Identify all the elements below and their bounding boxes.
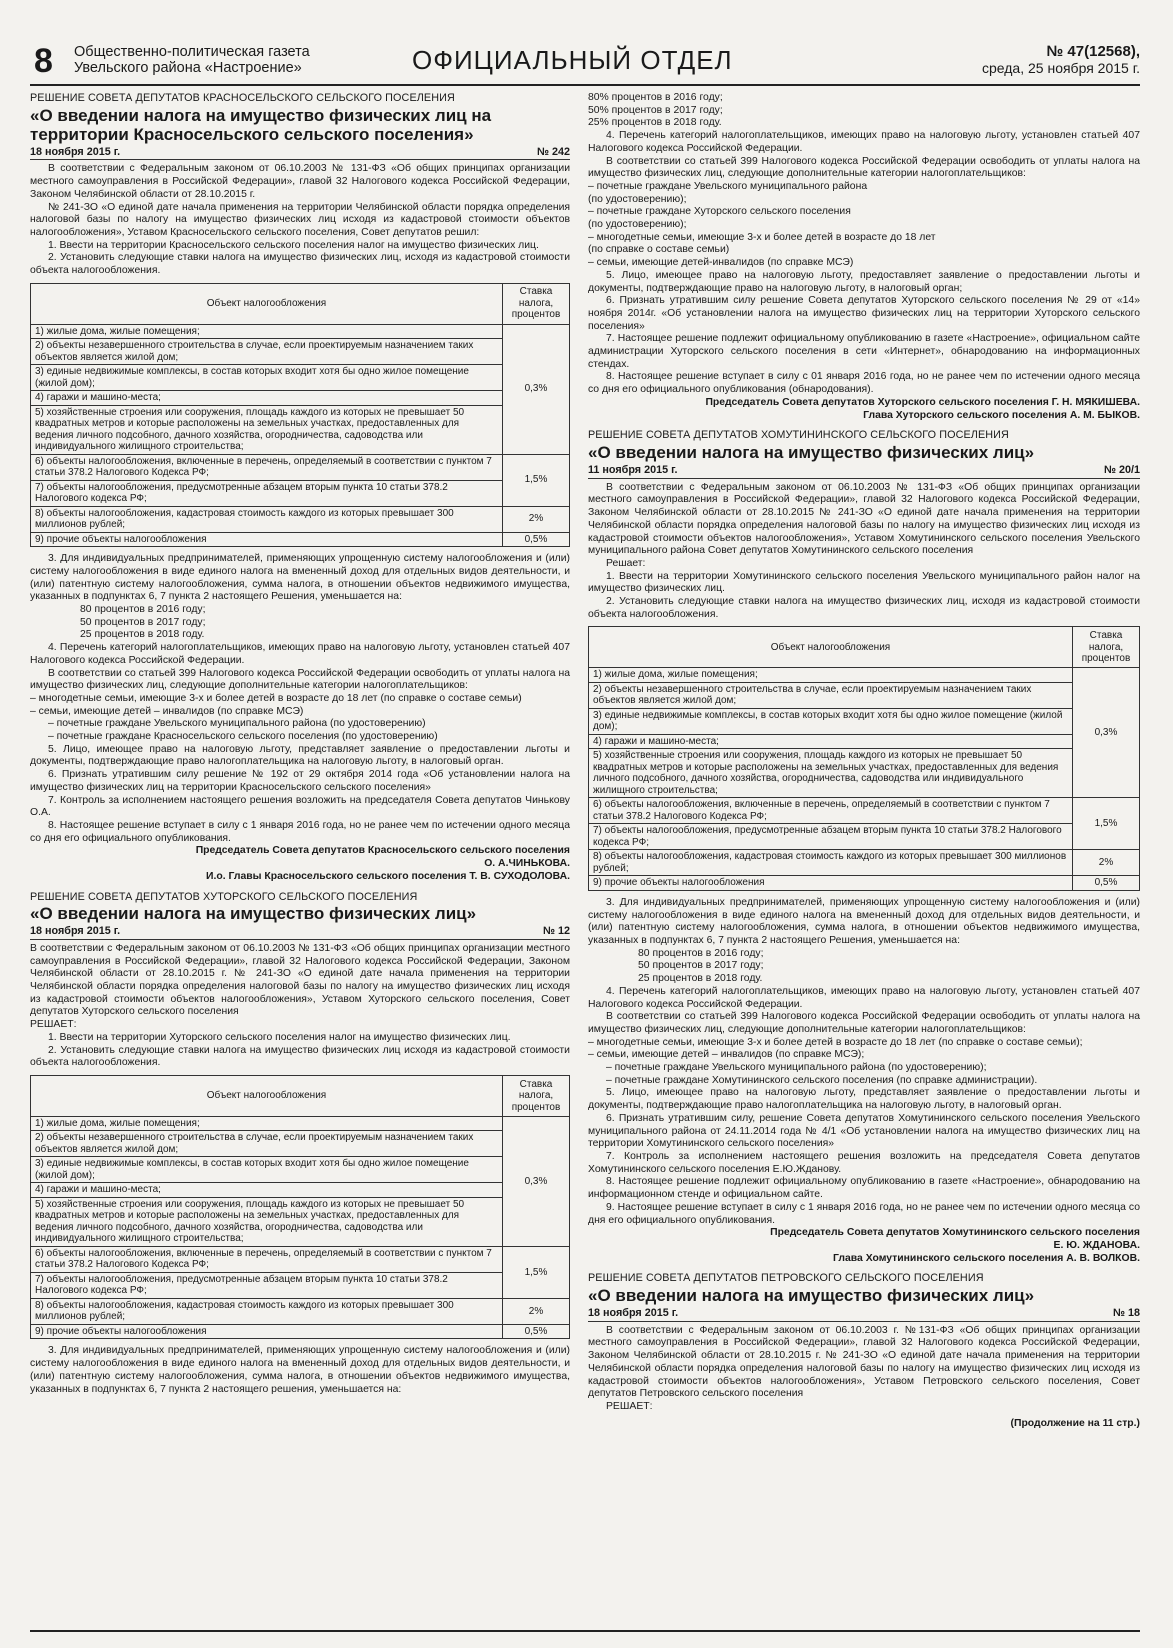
right-column: [588, 92, 1140, 1437]
table-cell: 9) прочие объекты налогообложения: [31, 1324, 503, 1339]
table-row: [31, 1298, 570, 1324]
article-dateline: [30, 146, 570, 161]
list-item: (по удостоверению);: [588, 193, 687, 205]
table-cell: 2) объекты незавершенного строительства в случае, если проектируемым назначением таких объектов является жилой дом;: [589, 682, 1073, 708]
list-item: 50% процентов в 2017 году;: [588, 104, 723, 116]
paragraph: В соответствии со статьей 399 Налогового кодекса Российской Федерации освободить от уплаты налога на имущество физических лиц, следующие дополнительные категории налогоплательщиков:: [588, 1011, 1140, 1035]
table-header-object: Объект налогообложения: [31, 283, 503, 324]
table-row: [31, 1272, 570, 1298]
list-item: – семьи, имеющие детей-инвалидов (по справке МСЭ): [588, 257, 854, 269]
newspaper-name-line1: Общественно-политическая газета: [74, 44, 310, 60]
table-row: [589, 876, 1140, 891]
paragraph: 1. Ввести на территории Красносельского сельского поселения налог на имущество физических лиц.: [48, 239, 539, 251]
table-row: [31, 532, 570, 547]
table-row: [31, 506, 570, 532]
paragraph: 80 процентов в 2016 году;: [80, 604, 206, 616]
table-row: [589, 668, 1140, 683]
table-row: [31, 1324, 570, 1339]
table-row: [31, 454, 570, 480]
table-cell: 5) хозяйственные строения или сооружения, площадь каждого из которых не превышает 50 квадратных метров и которые расположены на земельных участках, предоставленных для ведения личного подсобного, дачного хозяйства, огородничества, садоводства или индивидуального жилищного строительства;: [31, 1197, 503, 1246]
table-row: [31, 339, 570, 365]
article-khomutininskoe: [588, 429, 1140, 1265]
paragraph: РЕШАЕТ:: [606, 1400, 653, 1412]
table-row: [31, 1157, 570, 1183]
paragraph: 1. Ввести на территории Хуторского сельского поселения налог на имущество физических лиц.: [48, 1031, 511, 1043]
paragraph: 8. Настоящее решение вступает в силу с 01 января 2016 года, но не ранее чем по истечении одного месяца со дня его официального опубликования (обнародования).: [588, 371, 1140, 396]
table-header-row: [589, 627, 1140, 668]
list-item: – многодетные семьи, имеющие 3-х и более детей в возрасте до 18 лет: [588, 231, 936, 243]
issue-info: [982, 44, 1140, 76]
table-row: [589, 708, 1140, 734]
page-number: 8: [34, 42, 53, 80]
table-row: [589, 798, 1140, 824]
paragraph: 5. Лицо, имеющее право на налоговую льготу, предоставляет заявление о предоставлении льготы и документы, подтверждающие право на налоговую льготу, в налоговый орган;: [588, 269, 1140, 294]
newspaper-name: [74, 44, 310, 76]
paragraph: 5. Лицо, имеющее право на налоговую льготу, представляет заявление о предоставлении льготы и документы, подтверждающие право налогоплательщика на налоговую льготу, в налоговый орган.: [588, 1087, 1140, 1112]
table-row: [31, 1183, 570, 1198]
paragraph: РЕШАЕТ:: [30, 1019, 77, 1031]
table-cell: 1) жилые дома, жилые помещения;: [31, 324, 503, 339]
list-item: – почетные граждане Увельского муниципального района (по удостоверению);: [606, 1062, 987, 1074]
list-item: – почетные граждане Красносельского сельского поселения (по удостоверению): [48, 731, 438, 743]
table-row: [31, 365, 570, 391]
rate-cell: 1,5%: [503, 1246, 570, 1298]
signature: И.о. Главы Красносельского сельского поселения Т. В. СУХОДОЛОВА.: [206, 870, 570, 882]
page-header: [30, 38, 1140, 80]
table-row: [589, 850, 1140, 876]
table-cell: 8) объекты налогообложения, кадастровая стоимость каждого из которых превышает 300 миллионов рублей;: [31, 1298, 503, 1324]
paragraph: 4. Перечень категорий налогоплательщиков, имеющих право на налоговую льготу, установлен статьей 407 Налогового кодекса Российской Федерации.: [588, 130, 1140, 154]
paragraph: 25 процентов в 2018 году.: [638, 973, 763, 985]
signature: Е. Ю. ЖДАНОВА.: [1053, 1239, 1140, 1251]
table-row: [31, 405, 570, 454]
paragraph: 50 процентов в 2017 году;: [638, 960, 764, 972]
table-row: [31, 1131, 570, 1157]
table-cell: 5) хозяйственные строения или сооружения, площадь каждого из которых не превышает 50 квадратных метров и которые расположены на земельных участках, предоставленных для ведения личного подсобного, дачного хозяйства, огородничества, садоводства или индивидуального жилищного строительства;: [31, 405, 503, 454]
list-item: (по удостоверению);: [588, 219, 687, 231]
rate-cell: 0,5%: [503, 532, 570, 547]
rate-cell: 2%: [1073, 850, 1140, 876]
rate-cell: 2%: [503, 506, 570, 532]
article-number: № 20/1: [1103, 463, 1140, 476]
paragraph: В соответствии с Федеральным законом от 06.10.2003 № 131-ФЗ «Об общих принципах организации местного самоуправления в Российской Федерации», главой 32 Налогового кодекса Российской Федерации, Законом Челябинской области от 28.10.2015 г. № 241-ЗО «О единой дате начала применения на территории Челябинской области порядка определения налоговой базы по налогу на имущество физических лиц исходя из кадастровой стоимости объектов налогообложения», Уставом Хуторского сельского поселения, Совет депутатов Хуторского сельского поселения: [30, 942, 570, 1018]
left-column: [30, 92, 570, 1403]
paragraph: 6. Признать утратившим силу решение № 192 от 29 октября 2014 года «Об установлении налога на имущество физических лиц на территории Красносельского сельского поселения»: [30, 769, 570, 793]
rate-cell: 0,3%: [503, 1116, 570, 1246]
table-header-object: Объект налогообложения: [589, 627, 1073, 668]
signature: Глава Хомутининского сельского поселения А. В. ВОЛКОВ.: [833, 1252, 1140, 1264]
paragraph: 3. Для индивидуальных предпринимателей, применяющих упрощенную систему налогообложения и (или) систему налогообложения в виде единого налога на вмененный доход для отдельных видов деятельности, и (или) патентную систему налогообложения, сумма налога, в отношении объектов недвижимого имущества, указанных в подпунктах 6, 7 пункта 2 настоящего решения, уменьшается на:: [30, 1345, 570, 1395]
table-cell: 5) хозяйственные строения или сооружения, площадь каждого из которых не превышает 50 квадратных метров и которые расположены на земельных участках, предоставленных для ведения личного подсобного, дачного хозяйства, огородничества, садоводства или индивидуального жилищного строительства;: [589, 749, 1073, 798]
article-date: 18 ноября 2015 г.: [30, 145, 121, 158]
list-item: – почетные граждане Хомутининского сельского поселения (по справке администрации).: [606, 1074, 1038, 1086]
article-headline: «О введении налога на имущество физических лиц на территории Красносельского сельского поселения»: [30, 105, 492, 144]
article-number: № 242: [536, 145, 570, 158]
continued-note: (Продолжение на 11 стр.): [1010, 1417, 1140, 1429]
table-row: [31, 391, 570, 406]
rate-cell: 0,3%: [503, 324, 570, 454]
table-cell: 3) единые недвижимые комплексы, в состав которых входит хотя бы одно жилое помещение (жилой дом);: [589, 708, 1073, 734]
paragraph: 4. Перечень категорий налогоплательщиков, имеющих право на налоговую льготу, установлен статьей 407 Налогового кодекса Российской Федерации.: [30, 642, 570, 666]
article-krasnoselskoe: [30, 92, 570, 884]
rate-cell: 0,5%: [503, 1324, 570, 1339]
paragraph: 2. Установить следующие ставки налога на имущество физических лиц, исходя из кадастровой стоимости объекта налогообложения.: [30, 252, 570, 277]
article-date: 18 ноября 2015 г.: [30, 925, 121, 938]
table-cell: 8) объекты налогообложения, кадастровая стоимость каждого из которых превышает 300 миллионов рублей;: [589, 850, 1073, 876]
article-khutorskoe: [30, 891, 570, 1397]
table-row: [31, 1116, 570, 1131]
list-item: – многодетные семьи, имеющие 3-х и более детей в возрасте до 18 лет (по справке о составе семьи): [30, 692, 522, 704]
signature: Председатель Совета депутатов Красносельского сельского поселения: [195, 845, 570, 857]
article-headline: «О введении налога на имущество физических лиц»: [30, 904, 477, 924]
list-item: – семьи, имеющие детей – инвалидов (по справке МСЭ);: [588, 1049, 865, 1061]
signature: Председатель Совета депутатов Хуторского сельского поселения Г. Н. МЯКИШЕВА.: [705, 396, 1140, 408]
paragraph: 2. Установить следующие ставки налога на имущество физических лиц исходя из кадастровой стоимости объекта налогообложения.: [30, 1044, 570, 1069]
table-cell: 4) гаражи и машино-места;: [589, 734, 1073, 749]
table-row: [31, 480, 570, 506]
paragraph: 7. Настоящее решение подлежит официальному опубликованию в газете «Настроение», официальном сайте администрации Хуторского сельского поселения в сети «Интернет», обнародованию на информационных стендах.: [588, 333, 1140, 370]
paragraph: 5. Лицо, имеющее право на налоговую льготу, представляет заявление о предоставлении льготы и документы, подтверждающие право налогоплательщика на налоговую льготу, в налоговый орган.: [30, 743, 570, 768]
article-number: № 12: [542, 925, 570, 938]
article-kicker: РЕШЕНИЕ СОВЕТА ДЕПУТАТОВ ХУТОРСКОГО СЕЛЬСКОГО ПОСЕЛЕНИЯ: [30, 890, 418, 903]
table-cell: 3) единые недвижимые комплексы, в состав которых входит хотя бы одно жилое помещение (жилой дом);: [31, 1157, 503, 1183]
paragraph: В соответствии со статьей 399 Налогового кодекса Российской Федерации освободить от уплаты налога на имущество физических лиц, следующие дополнительные категории налогоплательщиков:: [30, 667, 570, 692]
paragraph: 4. Перечень категорий налогоплательщиков, имеющих право на налоговую льготу, установлен статьей 407 Налогового кодекса Российской Федерации.: [588, 985, 1140, 1010]
paragraph: 1. Ввести на территории Хомутининского сельского поселения Увельского муниципального район налог на имущество физических лиц.: [588, 570, 1140, 595]
header-divider: [30, 84, 1140, 86]
table-cell: 7) объекты налогообложения, предусмотренные абзацем вторым пункта 10 статьи 378.2 Налогового кодекса РФ;: [31, 1272, 503, 1298]
paragraph: Решает:: [606, 557, 646, 569]
footer-divider: [30, 1630, 1140, 1632]
rate-cell: 1,5%: [503, 454, 570, 506]
article-kicker: РЕШЕНИЕ СОВЕТА ДЕПУТАТОВ ХОМУТИНИНСКОГО СЕЛЬСКОГО ПОСЕЛЕНИЯ: [588, 429, 1009, 442]
table-cell: 6) объекты налогообложения, включенные в перечень, определяемый в соответствии с пунктом 7 статьи 378.2 Налогового Кодекса РФ;: [589, 798, 1073, 824]
table-row: [31, 1246, 570, 1272]
paragraph: 50 процентов в 2017 году;: [80, 616, 206, 628]
table-header-object: Объект налогообложения: [31, 1075, 503, 1116]
article-kicker: РЕШЕНИЕ СОВЕТА ДЕПУТАТОВ КРАСНОСЕЛЬСКОГО СЕЛЬСКОГО ПОСЕЛЕНИЯ: [30, 92, 455, 104]
rate-cell: 0,5%: [1073, 876, 1140, 891]
tax-rate-table: [30, 283, 570, 548]
article-kicker: РЕШЕНИЕ СОВЕТА ДЕПУТАТОВ ПЕТРОВСКОГО СЕЛЬСКОГО ПОСЕЛЕНИЯ: [588, 1272, 984, 1285]
list-item: (по справке о составе семьи): [588, 244, 730, 256]
list-item: – многодетные семьи, имеющие 3-х и более детей в возрасте до 18 лет (по справке о составе семьи);: [588, 1036, 1083, 1048]
paragraph: 7. Контроль за исполнением настоящего решения возложить на председателя Совета депутатов Чинькову О.А.: [30, 794, 570, 819]
table-cell: 6) объекты налогообложения, включенные в перечень, определяемый в соответствии с пунктом 7 статьи 378.2 Налогового Кодекса РФ;: [31, 1246, 503, 1272]
table-cell: 4) гаражи и машино-места;: [31, 1183, 503, 1198]
paragraph: 8. Настоящее решение вступает в силу с 1 января 2016 года, но не ранее чем по истечении одного месяца со дня его официального опубликования.: [30, 820, 570, 844]
newspaper-name-line2: Увельского района «Настроение»: [74, 60, 302, 76]
article-dateline: [30, 925, 570, 940]
table-cell: 1) жилые дома, жилые помещения;: [31, 1116, 503, 1131]
paragraph: 7. Контроль за исполнением настоящего решения возложить на председателя Совета депутатов Хомутининского сельского поселения Е.Ю.Жданову.: [588, 1150, 1140, 1175]
table-header-row: [31, 283, 570, 324]
table-row: [589, 734, 1140, 749]
table-cell: 2) объекты незавершенного строительства в случае, если проектируемым назначением таких объектов является жилой дом;: [31, 1131, 503, 1157]
paragraph: 6. Признать утратившим силу, решение Совета депутатов Хомутининского сельского поселения Увельского муниципального района от 24.11.2014 года № 4/1 «Об установлении налога на имущество физических лиц на территории Хомутининского сельского поселения»: [588, 1112, 1140, 1150]
table-header-rate: Ставка налога, процентов: [1073, 627, 1140, 668]
signature: Председатель Совета депутатов Хомутининского сельского поселения: [770, 1227, 1140, 1239]
table-header-rate: Ставка налога, процентов: [503, 283, 570, 324]
paragraph: 25 процентов в 2018 году.: [80, 629, 205, 641]
issue-number: № 47(12568),: [1046, 43, 1140, 60]
article-khutorskoe-continued: [588, 92, 1140, 422]
table-row: [31, 1197, 570, 1246]
table-row: [589, 749, 1140, 798]
list-item: 80% процентов в 2016 году;: [588, 92, 723, 103]
table-row: [31, 324, 570, 339]
paragraph: 80 процентов в 2016 году;: [638, 947, 764, 959]
section-title: ОФИЦИАЛЬНЫЙ ОТДЕЛ: [412, 45, 733, 75]
paragraph: В соответствии с Федеральным законом от 06.10.2003 № 131-ФЗ «Об общих принципах организации местного самоуправления в Российской Федерации», главой 32 Налогового кодекса Российской Федерации, Законом Челябинской области от 28.10.2015 № 241-ЗО «О единой дате начала применения на территории Челябинской области порядка определения налоговой базы по налогу на имущество физических лиц исходя из кадастровой стоимости объектов налогообложения», Уставом Хомутининского сельского поселения Увельского муниципального района Совет депутатов Хомутининского сельского поселения: [588, 481, 1140, 557]
article-dateline: [588, 464, 1140, 479]
issue-date: среда, 25 ноября 2015 г.: [982, 60, 1140, 76]
paragraph: В соответствии с Федеральным законом от 06.10.2003 № 131-ФЗ «Об общих принципах организации местного самоуправления в Российской Федерации», главой 32 Налогового кодекса Российской Федерации, Законом Челябинской области от 28.10.2015 г.: [30, 163, 570, 200]
tax-rate-table: [588, 626, 1140, 891]
table-cell: 9) прочие объекты налогообложения: [31, 532, 503, 547]
table-cell: 4) гаражи и машино-места;: [31, 391, 503, 406]
article-headline: «О введении налога на имущество физических лиц»: [588, 1286, 1035, 1306]
paragraph: 3. Для индивидуальных предпринимателей, применяющих упрощенную систему налогообложения и (или) систему налогообложения в виде единого налога на вмененный доход для отдельных видов деятельности, и (или) патентную систему налогообложения, сумма налога, в отношении объектов недвижимого имущества, указанных в подпунктах 6, 7 пункта 2 настоящего Решения, уменьшается на:: [30, 553, 570, 603]
rate-cell: 0,3%: [1073, 668, 1140, 798]
paragraph: № 241-ЗО «О единой дате начала применения на территории Челябинской области порядка определения налоговой базы по налогу на имущество физических лиц исходя из кадастровой стоимости объектов налогообложения», Уставом Красносельского сельского поселения, Совет депутатов решил:: [30, 201, 570, 238]
table-row: [589, 824, 1140, 850]
paragraph: 3. Для индивидуальных предпринимателей, применяющих упрощенную систему налогообложения и (или) систему налогообложения в виде единого налога на вмененный доход для отдельных видов деятельности, и (или) патентную систему налогообложения, сумма налога, в отношении объектов недвижимого имущества, указанных в подпунктах 6, 7 пункта 2 настоящего Решения, уменьшается на:: [588, 896, 1140, 947]
list-item: 25% процентов в 2018 году.: [588, 117, 722, 129]
rate-cell: 2%: [503, 1298, 570, 1324]
paragraph: В соответствии со статьей 399 Налогового кодекса Российской Федерации освободить от уплаты налога на имущество физических лиц, следующие дополнительные категории налогоплательщиков:: [588, 155, 1140, 180]
paragraph: В соответствии с Федеральным законом от 06.10.2003 г. №131-ФЗ «Об общих принципах организации местного самоуправления в Российской Федерации», главой 32 Налогового кодекса Российской Федерации, Законом Челябинской области от 28.10.2015 г. № 241-ЗО «О единой дате начала применения на территории Челябинской области порядка определения налоговой базы по налогу на имущество физических лиц исходя из кадастровой стоимости объектов налогообложения», Уставом Петровского сельского поселения, Совет депутатов Петровского сельского поселения: [588, 1324, 1140, 1400]
table-cell: 1) жилые дома, жилые помещения;: [589, 668, 1073, 683]
paragraph: 9. Настоящее решение вступает в силу с 1 января 2016 года, но не ранее чем по истечении одного месяца со дня его официального опубликования.: [588, 1201, 1140, 1226]
article-headline: «О введении налога на имущество физических лиц»: [588, 442, 1035, 462]
table-cell: 2) объекты незавершенного строительства в случае, если проектируемым назначением таких объектов является жилой дом;: [31, 339, 503, 365]
paragraph: 6. Признать утратившим силу решение Совета депутатов Хуторского сельского поселения № 29 от «14» ноября 2014г. «Об установлении налога на имущество физических лиц на территории Хуторского сельского поселения»: [588, 295, 1140, 332]
list-item: – почетные граждане Хуторского сельского поселения: [588, 206, 851, 218]
article-number: № 18: [1112, 1307, 1140, 1320]
list-item: – почетные граждане Увельского муниципального района (по удостоверению): [48, 718, 426, 730]
table-cell: 7) объекты налогообложения, предусмотренные абзацем вторым пункта 10 статьи 378.2 Налогового кодекса РФ;: [31, 480, 503, 506]
table-cell: 7) объекты налогообложения, предусмотренные абзацем вторым пункта 10 статьи 378.2 Налогового кодекса РФ;: [589, 824, 1073, 850]
list-item: – почетные граждане Увельского муниципального района: [588, 180, 868, 192]
table-header-rate: Ставка налога, процентов: [503, 1075, 570, 1116]
article-date: 18 ноября 2015 г.: [588, 1307, 679, 1320]
article-petrovskoe: [588, 1272, 1140, 1430]
paragraph: 2. Установить следующие ставки налога на имущество физических лиц, исходя из кадастровой стоимости объекта налогообложения.: [588, 596, 1140, 620]
table-cell: 8) объекты налогообложения, кадастровая стоимость каждого из которых превышает 300 миллионов рублей;: [31, 506, 503, 532]
table-cell: 6) объекты налогообложения, включенные в перечень, определяемый в соответствии с пунктом 7 статьи 378.2 Налогового Кодекса РФ;: [31, 454, 503, 480]
table-cell: 3) единые недвижимые комплексы, в состав которых входит хотя бы одно жилое помещение (жилой дом);: [31, 365, 503, 391]
table-cell: 9) прочие объекты налогообложения: [589, 876, 1073, 891]
tax-rate-table: [30, 1075, 570, 1340]
signature: О. А.ЧИНЬКОВА.: [484, 858, 570, 870]
table-header-row: [31, 1075, 570, 1116]
signature: Глава Хуторского сельского поселения А. М. БЫКОВ.: [863, 409, 1140, 421]
list-item: – семьи, имеющие детей – инвалидов (по справке МСЭ): [30, 705, 304, 717]
table-row: [589, 682, 1140, 708]
article-dateline: [588, 1307, 1140, 1322]
rate-cell: 1,5%: [1073, 798, 1140, 850]
paragraph: 8. Настоящее решение подлежит официальному опубликованию в газете «Настроение», обнародованию на информационном стенде и официальном сайте.: [588, 1176, 1140, 1201]
article-date: 11 ноября 2015 г.: [588, 463, 678, 476]
